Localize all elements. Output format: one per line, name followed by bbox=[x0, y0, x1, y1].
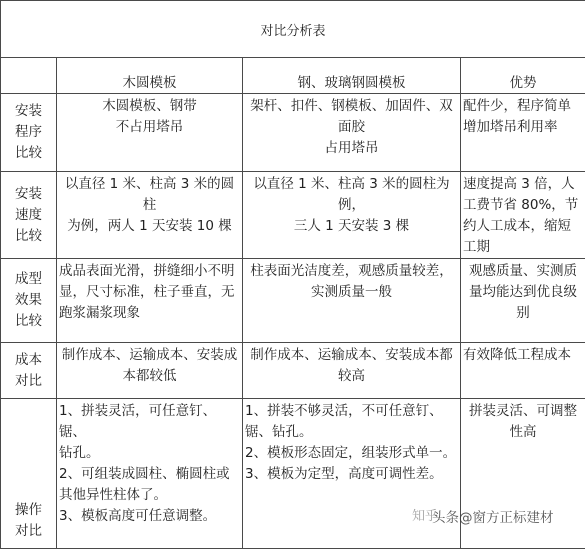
advantage-cell bbox=[461, 94, 585, 172]
cell-line: 锯、钻孔。 bbox=[245, 422, 458, 443]
table-row bbox=[1, 172, 585, 259]
cell-line: 量均能达到优良级 bbox=[463, 282, 583, 303]
cell-line: 配件少，程序简单 bbox=[463, 96, 583, 117]
cell-line: 成品表面光滑，拼缝细小不明 bbox=[59, 261, 240, 282]
wood-cell bbox=[57, 343, 243, 399]
watermark bbox=[412, 505, 438, 524]
cell-line: 3、模板高度可任意调整。 bbox=[59, 506, 240, 527]
cell-line: 三人 1 天安装 3 棵 bbox=[245, 216, 458, 237]
cell-line: 对比 bbox=[3, 521, 54, 542]
advantage-cell bbox=[461, 343, 585, 399]
cell-line: 显，尺寸标准，柱子垂直，无 bbox=[59, 282, 240, 303]
cell-line: 3、模板为定型，高度可调性差。 bbox=[245, 464, 458, 485]
cell-line: 性高 bbox=[463, 422, 583, 443]
table-title: 对比分析表 bbox=[1, 1, 585, 58]
wood-cell bbox=[57, 94, 243, 172]
header-wood-formwork: 木圆模板 bbox=[57, 58, 243, 94]
row-label bbox=[1, 172, 57, 259]
cell-line: 比较 bbox=[3, 226, 54, 247]
cell-line: 制作成本、运输成本、安装成本都 bbox=[245, 345, 458, 366]
row-label bbox=[1, 94, 57, 172]
steel-cell bbox=[243, 94, 461, 172]
cell-line: 对比 bbox=[3, 371, 54, 392]
header-advantage: 优势 bbox=[461, 58, 585, 94]
cell-line: 实测质量一般 bbox=[245, 282, 458, 303]
cell-line: 面胶 bbox=[245, 117, 458, 138]
wood-cell bbox=[57, 399, 243, 549]
cell-line: 2、可组装成圆柱、椭圆柱或 bbox=[59, 464, 240, 485]
cell-line: 观感质量、实测质 bbox=[463, 261, 583, 282]
steel-cell bbox=[243, 399, 461, 549]
row-label bbox=[1, 259, 57, 343]
cell-line: 别 bbox=[463, 303, 583, 324]
cell-line: 安装 bbox=[3, 101, 54, 122]
cell-line: 1、拼装不够灵活，不可任意钉、 bbox=[245, 401, 458, 422]
cell-line: 跑浆漏浆现象 bbox=[59, 303, 240, 324]
cell-line: 2、模板形态固定，组装形式单一。 bbox=[245, 443, 458, 464]
cell-line: 拼装灵活、可调整 bbox=[463, 401, 583, 422]
cell-line: 比较 bbox=[3, 143, 54, 164]
cell-line: 操作 bbox=[3, 500, 54, 521]
cell-line: 成型 bbox=[3, 269, 54, 290]
cell-line: 程序 bbox=[3, 122, 54, 143]
cell-line: 速度 bbox=[3, 205, 54, 226]
table-row bbox=[1, 94, 585, 172]
cell-line: 以直径 1 米、柱高 3 米的圆柱 bbox=[59, 174, 240, 216]
steel-cell bbox=[243, 172, 461, 259]
watermark-text-1: 知乎 bbox=[412, 509, 438, 524]
cell-line: 钻孔。 bbox=[59, 443, 240, 464]
cell-line: 不占用塔吊 bbox=[59, 117, 240, 138]
header-steel-formwork: 钢、玻璃钢圆模板 bbox=[243, 58, 461, 94]
cell-line: 较高 bbox=[245, 366, 458, 387]
steel-cell bbox=[243, 259, 461, 343]
cell-line: 其他异性柱体了。 bbox=[59, 485, 240, 506]
header-corner bbox=[1, 58, 57, 94]
cell-line: 工费节省 80%，节 bbox=[463, 195, 583, 216]
cell-line: 效果 bbox=[3, 290, 54, 311]
cell-line: 安装 bbox=[3, 184, 54, 205]
cell-line: 本都较低 bbox=[59, 366, 240, 387]
cell-line: 工期 bbox=[463, 237, 583, 258]
wood-cell bbox=[57, 172, 243, 259]
steel-cell bbox=[243, 343, 461, 399]
cell-line: 木圆模板、钢带 bbox=[59, 96, 240, 117]
cell-line: 1、拼装灵活，可任意钉、锯、 bbox=[59, 401, 240, 443]
cell-line: 为例，两人 1 天安装 10 棵 bbox=[59, 216, 240, 237]
watermark-text-2: 头条@窗方正标建材 bbox=[432, 506, 554, 526]
cell-line: 制作成本、运输成本、安装成 bbox=[59, 345, 240, 366]
cell-line: 比较 bbox=[3, 311, 54, 332]
cell-line: 速度提高 3 倍，人 bbox=[463, 174, 583, 195]
advantage-cell bbox=[461, 172, 585, 259]
table-row bbox=[1, 259, 585, 343]
cell-line: 约人工成本，缩短 bbox=[463, 216, 583, 237]
row-label bbox=[1, 343, 57, 399]
cell-line: 成本 bbox=[3, 350, 54, 371]
cell-line: 以直径 1 米、柱高 3 米的圆柱为例， bbox=[245, 174, 458, 216]
table-row bbox=[1, 343, 585, 399]
advantage-cell bbox=[461, 399, 585, 549]
cell-line: 占用塔吊 bbox=[245, 138, 458, 159]
wood-cell bbox=[57, 259, 243, 343]
cell-line: 有效降低工程成本 bbox=[463, 345, 583, 366]
cell-line: 增加塔吊利用率 bbox=[463, 117, 583, 138]
cell-line: 柱表面光洁度差，观感质量较差， bbox=[245, 261, 458, 282]
cell-line: 架杆、扣件、钢模板、加固件、双 bbox=[245, 96, 458, 117]
row-label bbox=[1, 399, 57, 549]
table-row bbox=[1, 399, 585, 549]
advantage-cell bbox=[461, 259, 585, 343]
